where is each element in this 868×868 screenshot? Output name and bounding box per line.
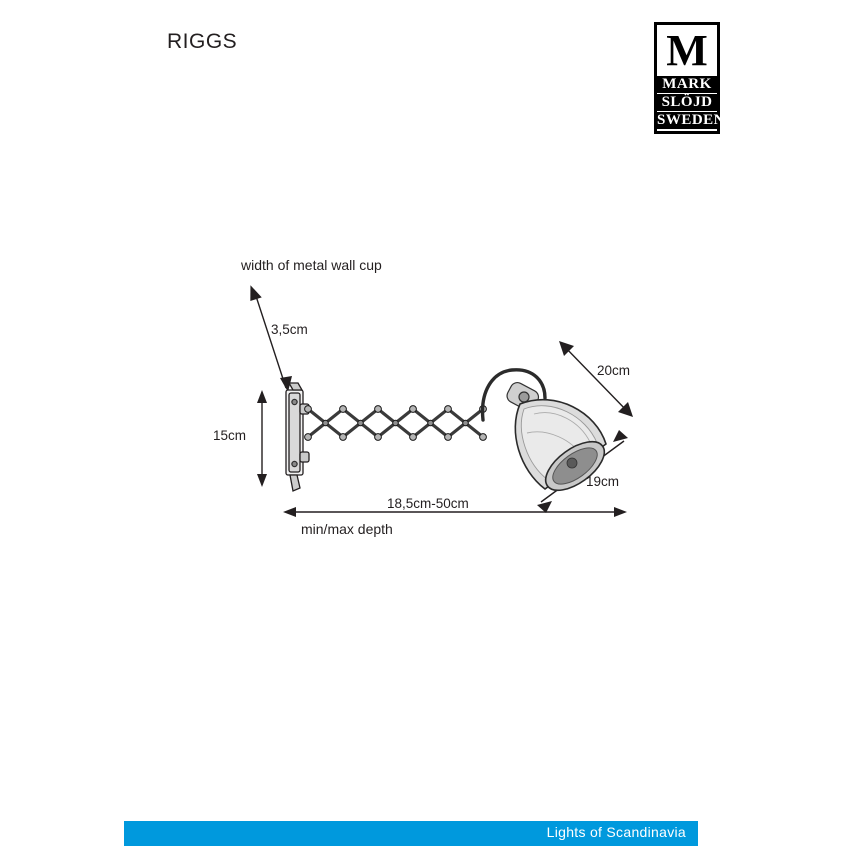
- label-depth-value: 18,5cm-50cm: [387, 496, 469, 511]
- scissor-arm-joints: [305, 406, 487, 441]
- label-height: 15cm: [213, 428, 247, 443]
- label-depth-caption: min/max depth: [301, 521, 393, 537]
- footer-bar: [124, 821, 698, 846]
- label-shade-width: 19cm: [586, 474, 620, 489]
- brand-logo-letter: M: [666, 26, 708, 75]
- brand-logo-line-3: SWEDEN: [657, 112, 726, 128]
- label-wall-cup-value: 3,5cm: [271, 322, 308, 337]
- footer-tagline: Lights of Scandinavia: [546, 824, 686, 840]
- label-wall-cup: width of metal wall cup: [241, 257, 382, 273]
- dimension-arrow-height: [257, 390, 267, 487]
- brand-logo-line-1: MARK: [657, 76, 717, 93]
- brand-logo-line-2: SLÖJD: [657, 94, 717, 111]
- label-shade-diagonal: 20cm: [597, 363, 631, 378]
- page-title: RIGGS: [167, 30, 238, 53]
- dimension-arrow-wall-cup: [246, 283, 292, 392]
